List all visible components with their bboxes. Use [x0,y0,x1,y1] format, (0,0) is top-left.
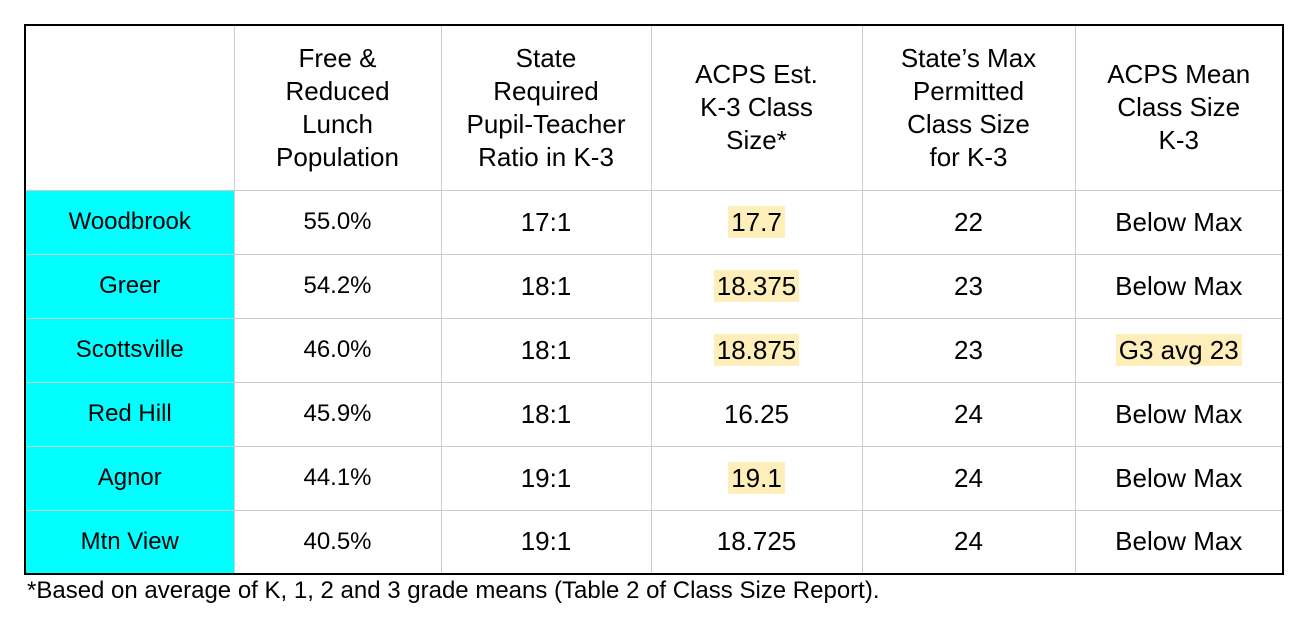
max-class-size-cell [862,190,1075,254]
lunch-population-cell [234,382,441,446]
mean-class-size-cell [1075,190,1283,254]
mean-class-size-cell-text: Below Max [1115,270,1243,301]
school-name-cell-text: Scottsville [75,336,184,363]
mean-class-size-cell [1075,510,1283,574]
lunch-population-cell [234,510,441,574]
school-name-cell [25,318,234,382]
header-pupil-teacher-ratio [441,25,651,190]
mean-class-size-cell-text: Below Max [1115,206,1243,237]
header-row [25,25,1283,190]
header-line: Class Size [907,108,1030,139]
header-line: Required [493,75,599,106]
header-line: Reduced [285,75,390,106]
est-class-size-cell [651,318,862,382]
mean-class-size-cell [1075,318,1283,382]
school-name-cell-text: Greer [99,272,161,299]
max-class-size-cell [862,446,1075,510]
header-line: K-3 Class [700,92,813,123]
pupil-teacher-ratio-cell-text: 17:1 [520,206,572,237]
lunch-population-cell-text: 45.9% [303,400,372,427]
max-class-size-cell-text: 22 [954,206,983,237]
class-size-table [24,24,1284,575]
school-name-cell-text: Agnor [97,464,162,491]
table-row [25,254,1283,318]
header-line: State’s Max [900,42,1037,73]
school-name-cell [25,382,234,446]
school-name-cell-text: Mtn View [80,527,179,555]
school-name-cell [25,510,234,574]
est-class-size-cell-text: 18.875 [714,334,800,366]
header-line: Size* [726,125,787,156]
lunch-population-cell-text: 44.1% [303,464,372,491]
max-class-size-cell-text: 23 [954,334,983,365]
lunch-population-cell [234,190,441,254]
max-class-size-cell [862,382,1075,446]
table-row [25,382,1283,446]
mean-class-size-cell [1075,382,1283,446]
header-line: State [515,42,577,73]
pupil-teacher-ratio-cell-text: 19:1 [520,462,572,493]
table-row [25,318,1283,382]
pupil-teacher-ratio-cell [441,382,651,446]
pupil-teacher-ratio-cell-text: 18:1 [520,334,572,365]
lunch-population-cell [234,254,441,318]
est-class-size-cell-text: 18.375 [714,270,800,302]
table-row [25,510,1283,574]
table-row [25,446,1283,510]
pupil-teacher-ratio-cell [441,446,651,510]
header-line: K-3 [1158,125,1199,156]
school-name-cell [25,254,234,318]
mean-class-size-cell-text: Below Max [1115,462,1243,493]
mean-class-size-cell-text: Below Max [1115,526,1243,557]
header-line: ACPS Mean [1107,59,1251,90]
school-name-cell-text: Woodbrook [68,208,191,235]
school-name-cell [25,190,234,254]
est-class-size-cell-text: 19.1 [728,462,785,494]
est-class-size-cell [651,382,862,446]
footnote: *Based on average of K, 1, 2 and 3 grade means (Table 2 of Class Size Report). [27,577,880,604]
max-class-size-cell-text: 24 [954,526,983,557]
mean-class-size-cell-text: G3 avg 23 [1116,334,1242,366]
est-class-size-cell [651,446,862,510]
lunch-population-cell-text: 55.0% [303,208,372,235]
school-name-cell [25,446,234,510]
est-class-size-cell-text: 16.25 [723,398,790,429]
header-line: ACPS Est. [695,59,818,90]
header-line: Lunch [302,108,373,139]
max-class-size-cell [862,318,1075,382]
school-name-cell-text: Red Hill [87,400,172,427]
header-line: Free & [298,42,377,73]
header-lunch-population [234,25,441,190]
pupil-teacher-ratio-cell [441,254,651,318]
max-class-size-cell-text: 23 [954,270,983,301]
lunch-population-cell [234,318,441,382]
header-blank-cell [25,25,234,190]
header-est-class-size [651,25,862,190]
pupil-teacher-ratio-cell [441,190,651,254]
table-row [25,190,1283,254]
pupil-teacher-ratio-cell-text: 18:1 [520,270,572,301]
est-class-size-cell [651,254,862,318]
header-line: Permitted [912,75,1025,106]
pupil-teacher-ratio-cell-text: 19:1 [520,526,572,557]
est-class-size-cell [651,510,862,574]
header-mean-class-size [1075,25,1283,190]
lunch-population-cell-text: 40.5% [303,527,372,555]
pupil-teacher-ratio-cell-text: 18:1 [520,398,572,429]
mean-class-size-cell [1075,446,1283,510]
est-class-size-cell-text: 18.725 [716,526,797,557]
header-line: Ratio in K-3 [478,141,614,172]
pupil-teacher-ratio-cell [441,318,651,382]
max-class-size-cell-text: 24 [954,398,983,429]
mean-class-size-cell [1075,254,1283,318]
lunch-population-cell [234,446,441,510]
header-line: Class Size [1117,92,1241,123]
header-line: for K-3 [929,141,1008,172]
header-line: Population [276,141,399,172]
max-class-size-cell [862,254,1075,318]
pupil-teacher-ratio-cell [441,510,651,574]
est-class-size-cell-text: 17.7 [728,206,785,238]
header-line: Pupil-Teacher [466,108,626,139]
est-class-size-cell [651,190,862,254]
max-class-size-cell [862,510,1075,574]
max-class-size-cell-text: 24 [954,462,983,493]
header-max-class-size [862,25,1075,190]
lunch-population-cell-text: 46.0% [303,336,372,363]
lunch-population-cell-text: 54.2% [303,272,372,299]
mean-class-size-cell-text: Below Max [1115,398,1243,429]
